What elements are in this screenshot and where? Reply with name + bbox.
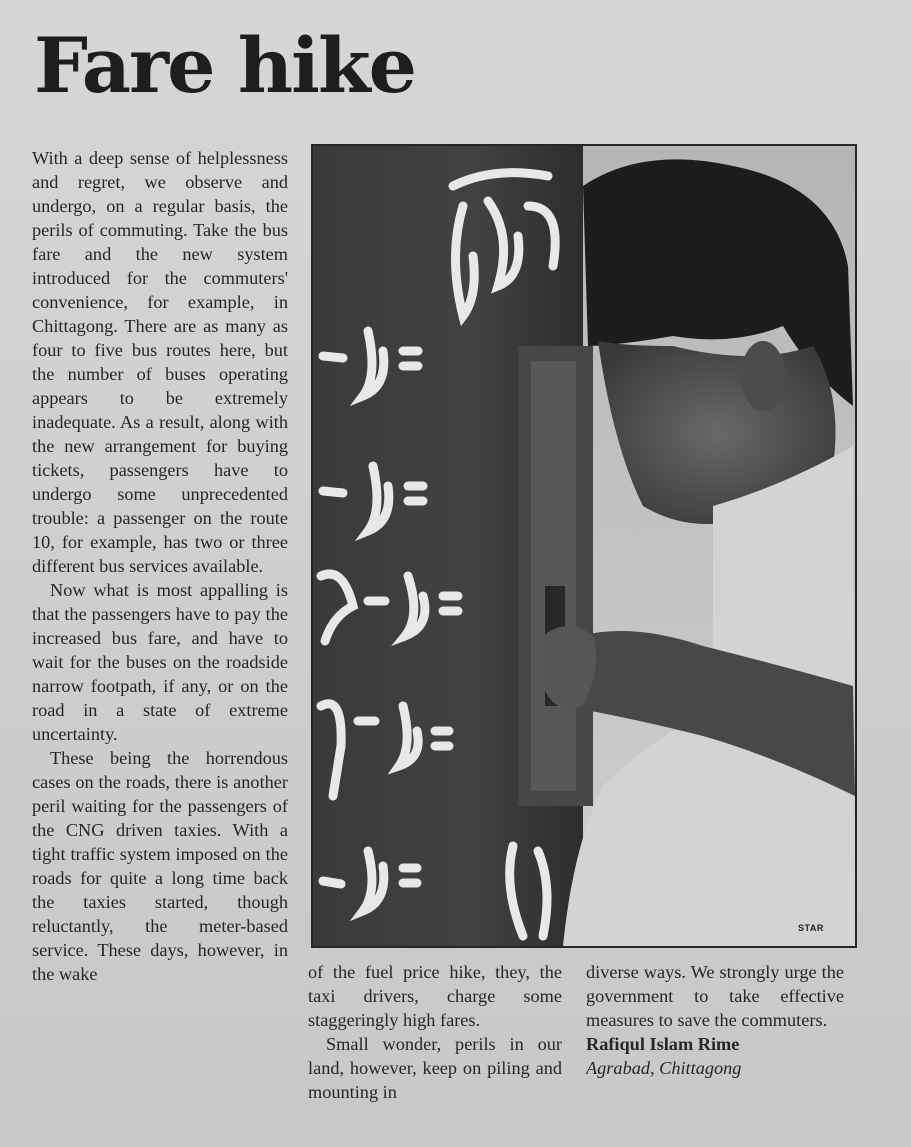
article-column-2	[308, 960, 562, 1110]
article-column-3	[586, 960, 844, 1110]
paragraph-4: of the fuel price hike, they, the taxi drivers, charge some staggeringly high fares.	[308, 962, 562, 1030]
news-photo	[311, 144, 857, 948]
paragraph-5: Small wonder, perils in our land, however, keep on piling and mounting in	[308, 1034, 562, 1102]
paragraph-2: Now what is most appalling is that the passengers have to pay the increased bus fare, and have to wait for the buses on the roadside narrow footpath, if any, or on the road in a state of extreme uncertainty.	[32, 580, 288, 744]
signature-place: Agrabad, Chittagong	[586, 1058, 742, 1078]
paragraph-1: With a deep sense of helplessness and regret, we observe and undergo, on a regular basis, the perils of commuting. Take the bus fare and the new system introduced for the commuters' convenience, for example, in Chittagong. There are as many as four to five bus routes here, but the number of buses operating appears to be extremely inadequate. As a result, along with the new arrangement for buying tickets, passengers have to undergo some unprecedented trouble: a passenger on the route 10, for example, has two or three different bus services available.	[32, 148, 288, 576]
signature-name: Rafiqul Islam Rime	[586, 1034, 740, 1054]
paragraph-6: diverse ways. We strongly urge the government to take effective measures to save the commuters.	[586, 962, 844, 1030]
article-column-1	[32, 146, 288, 1116]
man-at-ticket-window-icon	[313, 146, 855, 946]
paragraph-3: These being the horrendous cases on the roads, there is another peril waiting for the passengers of the CNG driven taxies. With a tight traffic system imposed on the roads for quite a long time back the taxies started, though reluctantly, the meter-based service. These days, however, in the wake	[32, 748, 288, 984]
headline: Fare hike	[34, 21, 416, 110]
photo-credit: STAR	[798, 923, 824, 933]
